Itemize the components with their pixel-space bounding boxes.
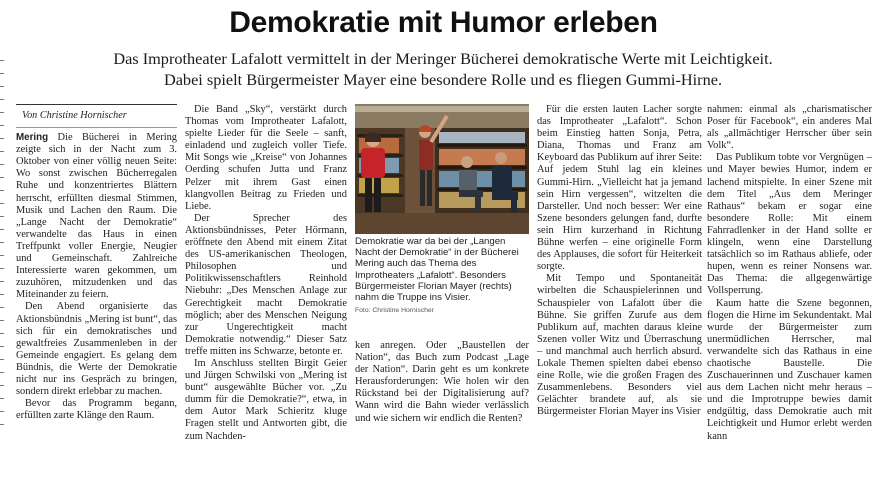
article-column-2 (185, 104, 347, 443)
paragraph: Die Band „Sky“, verstärkt durch Thomas vom Improtheater Lafalott, spielte Lieder für die Seele – sanft, einladend und zugleich voller Tiefe. Mit Songs wie „Kreise“ von Johannes Oerding schufen Jutta und Franz Pelzer mit ihrem Gast einen klangvollen Beitrag zu Frieden und Liebe. (185, 104, 347, 212)
subheadline-line-1: Das Improtheater Lafalott vermittelt in der Meringer Bücherei demokratische Werte mit Leichtigkeit. (113, 49, 773, 68)
byline-rule-bottom (16, 127, 177, 128)
caption-text: Demokratie war da bei der „Langen Nacht der Demokratie“ in der Bücherei Mering auch das Thema des Improtheaters „Lafalott“. Besonders Bürgermeister Florian Mayer (rechts) nahm die Truppe ins Visier. (355, 236, 519, 304)
article-column-4 (707, 104, 872, 443)
paragraph: Der Sprecher des Aktionsbündnisses, Peter Hörmann, eröffnete den Abend mit einem Zitat des US-amerikanischen Theologen, Philosophen und Politikwissenschaftlers Reinhold Niebuhr: „Des Menschen Anlage zur Gerechtigkeit macht Demokratie möglich; aber des Menschen Neigung zur Ungerechtigkeit macht Demokratie notwendig.“ Dieser Satz treffe mitten ins Schwarze, betonte er. (185, 212, 347, 357)
paragraph: ken anregen. Oder „Baustellen der Nation“, das Buch zum Podcast „Lage der Nation“. Darin geht es um konkrete Herausforderungen: Wie holen wir den Rückstand bei der Digitalisierung auf? Wann wird die Bahn wieder verlässlich und wie sichern wir endlich die Renten? (355, 340, 529, 424)
page-edge-marks (0, 60, 6, 440)
subheadline (14, 49, 872, 90)
paragraph: Kaum hatte die Szene begonnen, flogen die Hirne im Sekundentakt. Mal wurde der Bürgermeister zum unermüdlichen Herrscher, mal verwandelte sich das Rathaus in eine chaotische Baustelle. Die Zuschauerinnen und Zuschauer kamen aus dem Lachen nicht mehr heraus – und die Improtruppe bewies damit endgültig, dass Demokratie auch mit Leichtigkeit und Humor erlebt werden kann (707, 297, 872, 442)
byline: Von Christine Hornischer (22, 110, 127, 121)
paragraph (16, 132, 177, 301)
paragraph: Mit Tempo und Spontaneität wirbelten die Schauspielerinnen und Schauspieler von Lafalott über die Bühne. Sie griffen Zurufe aus dem Publikum auf, machten daraus kleine Szenen voller Witz und Überraschung – und manchmal auch herrlich absurd. Lokale Themen spielten dabei ebenso eine Rolle, wie die großen Fragen des Zusammenlebens. Besonders viel Gelächter brandete auf, als sie Bürgermeister Florian Mayer ins Visier (537, 273, 702, 418)
paragraph: nahmen: einmal als „charismatischer Poser für Facebook“, ein anderes Mal als „allmächtiger Herrscher über sein Volk“. (707, 104, 872, 152)
article-column-2-continued (355, 340, 529, 425)
article-column-3 (537, 104, 702, 418)
photo-credit: Foto: Christine Hornischer (355, 307, 434, 315)
paragraph: Im Anschluss stellten Birgit Geier und Jürgen Schwilski von „Mering ist bunt“ ausgewählte Bücher vor. „Zu dumm für die Demokratie?“, etwa, in dem Autor Mark Schieritz kluge Fragen stellt und Antworten gibt, die zum Nachden- (185, 357, 347, 442)
dateline: Mering (16, 132, 49, 144)
article-column-1 (16, 104, 177, 422)
photo-caption (355, 236, 529, 316)
paragraph-text: Die Bücherei in Mering zeigte sich in der Nacht zum 3. Oktober von einer völlig neuen Seite: Wo sonst zwischen Bücherregalen Ruhe und konzentriertes Blättern herrscht, erfüllten diesmal Stimmen, Musik und Lachen den Raum. Die „Lange Nacht der Demokratie“ verwandelte das Haus in einen Treffpunkt voller Energie, Neugier und Gemeinschaft. Zahlreiche Interessierte waren gekommen, um zuzuhören, mitzudenken und das Miteinander zu feiern. (16, 132, 177, 301)
paragraph: Das Publikum tobte vor Vergnügen – und Mayer bewies Humor, indem er lachend mitspielte. In einer Szene mit dem Titel „Aus dem Meringer Rathaus“ bekam er sogar eine besondere Rolle: Mit einem Fahrradlenker in der Hand sollte er klingeln, wenn eine Darstellung tatsächlich so im Rathaus abliefe, oder hupen, wenn es reiner Nonsens war. Das Thema: die allgegenwärtige Vollsperrung. (707, 152, 872, 297)
paragraph: Für die ersten lauten Lacher sorgte das Improtheater „Lafalott“. Schon beim Einstieg hatten Sonja, Petra, Diana, Thomas und Franz am Keyboard das Publikum auf ihrer Seite: Auf jedem Stuhl lag ein kleines Gummi-Hirn. „Vielleicht hat ja jemand sein Hirn vergessen“, witzelten die Darsteller. Und noch besser: Wer eine Szene besonders gelungen fand, durfte sein Hirn kurzerhand in Richtung Bühne werfen – eine originelle Form des Applauses, die sofort für Heiterkeit sorgte. (537, 104, 702, 273)
photo-theater-scene (355, 104, 529, 234)
paragraph: Bevor das Programm begann, erfüllten zarte Klänge den Raum. (16, 398, 177, 422)
subheadline-line-2: Dabei spielt Bürgermeister Mayer eine besondere Rolle und es fliegen Gummi-Hirne. (163, 69, 723, 89)
article-photo (355, 104, 529, 234)
headline: Demokratie mit Humor erleben (229, 6, 658, 39)
paragraph: Den Abend organisierte das Aktionsbündnis „Mering ist bunt“, das sich für ein demokratisches und gewaltfreies Zusammenleben in der Gemeinde engagiert. Es gelang dem Bündnis, die Werte der Demokratie nicht nur ins Gespräch zu bringen, sondern direkt erlebbar zu machen. (16, 301, 177, 398)
